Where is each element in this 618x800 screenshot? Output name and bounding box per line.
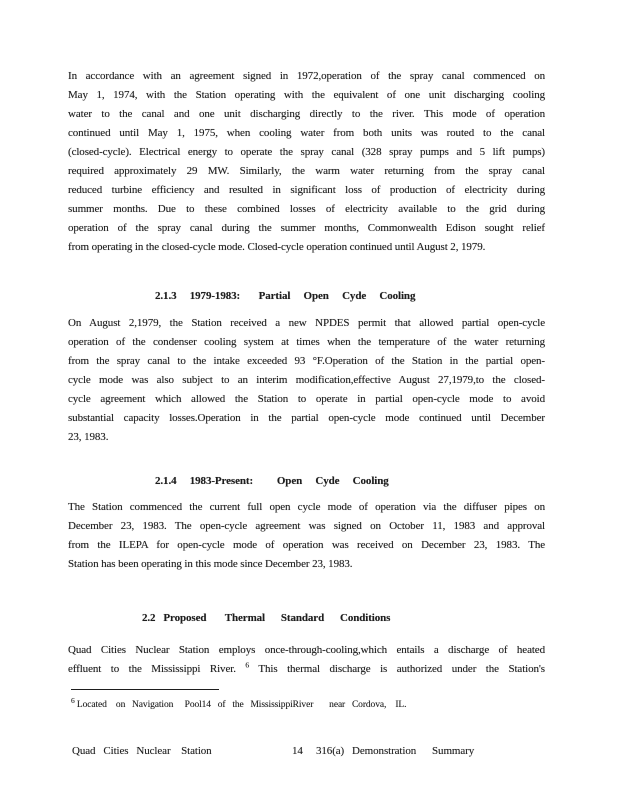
footnote-marker: 6 [71,695,75,705]
text-line: May 1, 1974, with the Station operating with the equivalent of one unit discharging cooling [68,89,545,101]
footnote-separator [71,689,219,690]
footer-station-name: Quad Cities Nuclear Station [72,745,212,757]
page-footer [0,745,618,765]
paragraph-partial-open-cycle [68,314,545,447]
text-segment: This thermal discharge is authorized under the Station's [249,663,545,675]
text-line: continued until May 1, 1975, when cooling water from both units was routed to the canal [68,127,545,139]
text-line: operation of the condenser cooling system at times when the temperature of the water returning [68,336,545,348]
heading-2-2: 2.2 Proposed Thermal Standard Conditions [142,612,391,624]
text-line: The Station commenced the current full open cycle mode of operation via the diffuser pipes on [68,501,545,513]
text-line: from operating in the closed-cycle mode. Closed-cycle operation continued until August 2, 1979. [68,241,486,253]
text-line: cycle mode was also subject to an interim modification,effective August 27,1979,to the closed- [68,374,545,386]
text-segment: effluent to the Mississippi River. [68,663,246,675]
text-line-with-footnote-ref [68,660,545,679]
text-line: cycle agreement which allowed the Station to operate in partial open-cycle mode to avoid [68,393,545,405]
text-line: Station has been operating in this mode since December 23, 1983. [68,558,353,570]
footnote [71,695,551,710]
text-line: 23, 1983. [68,431,109,443]
text-line: On August 2,1979, the Station received a new NPDES permit that allowed partial open-cycle [68,317,545,329]
text-line: In accordance with an agreement signed in 1972,operation of the spray canal commenced on [68,70,545,82]
footnote-reference: 6 [245,660,250,670]
text-line: (closed-cycle). Electrical energy to operate the spray canal (328 spray pumps and 5 lift pumps) [68,146,545,158]
footnote-text: Located on Navigation Pool14 of the MississippiRiver near Cordova, IL. [74,700,407,710]
footer-document-title: 316(a) Demonstration Summary [316,745,475,757]
text-line: reduced turbine efficiency and resulted in significant loss of production of electricity during [68,184,545,196]
text-line: substantial capacity losses.Operation in the partial open-cycle mode continued until December [68,412,545,424]
footer-page-number: 14 [292,745,303,757]
paragraph-proposed-thermal-standard [68,641,545,679]
paragraph-spray-canal-history [68,67,545,257]
paragraph-open-cycle [68,498,545,574]
text-line: from the ILEPA for open-cycle mode of operation was received on December 23, 1983. The [68,539,545,551]
text-line: operation of the spray canal during the summer months, Commonwealth Edison sought relief [68,222,545,234]
text-line: water to the canal and one unit discharging directly to the river. This mode of operation [68,108,545,120]
text-line: from the spray canal to the intake exceeded 93 °F.Operation of the Station in the partial open- [68,355,545,367]
heading-2-1-3: 2.1.3 1979-1983: Partial Open Cyde Cooling [155,290,416,302]
text-line: December 23, 1983. The open-cycle agreement was signed on October 11, 1983 and approval [68,520,545,532]
text-line: required approximately 29 MW. Similarly, the warm water returning from the spray canal [68,165,545,177]
heading-2-1-4: 2.1.4 1983-Present: Open Cyde Cooling [155,475,389,487]
text-line: Quad Cities Nuclear Station employs once-through-cooling,which entails a discharge of heated [68,644,545,656]
text-line: summer months. Due to these combined losses of electricity available to the grid during [68,203,545,215]
